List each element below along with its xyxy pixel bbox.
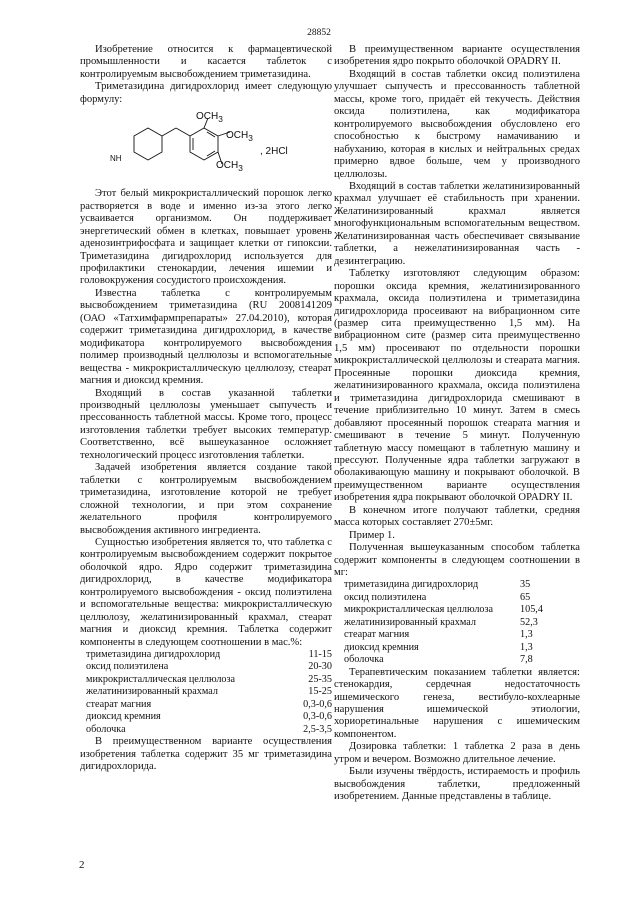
component-amount: 1,3 — [520, 641, 533, 653]
table-row — [80, 649, 332, 661]
component-amount: 65 — [520, 591, 531, 603]
component-amount: 20-30 — [308, 661, 332, 673]
table-row — [80, 686, 332, 698]
nh-label: NH — [110, 154, 122, 164]
composition-table-mg — [334, 579, 580, 666]
table-row — [80, 724, 332, 736]
component-name: диоксид кремния — [86, 711, 161, 723]
chemical-formula — [80, 108, 332, 186]
paragraph: Входящий в состав таблетки оксид полиэтилена улучшает сыпучесть и прессованность таблетной массы, кроме того, придаёт ей текучесть. Действия оксида полиэтилена, как модификатора контролируемого высвобождения обусловлено его способностью к быстрому намачиванию и набуханию, которая в кислых и нейтральных средах примерно вдвое больше, чем у производного целлюлозы. — [334, 68, 580, 180]
table-row — [334, 617, 580, 629]
table-row — [334, 629, 580, 641]
composition-table-percent — [80, 649, 332, 736]
component-amount: 11-15 — [308, 649, 332, 661]
component-name: стеарат магния — [86, 698, 152, 710]
table-row — [334, 592, 580, 604]
right-column — [334, 44, 580, 804]
paragraph: Входящий в состав таблетки желатинизированный крахмал улучшает её стабильность при хранении. Желатинизированный крахмал является многофункциональным вспомогательным веществом. Желатинизированная часть обеспечивает связывание таблетки, а нежелатинизированная часть - дезинтеграцию. — [334, 180, 580, 267]
paragraph: Известна таблетка с контролируемым высвобождением триметазидина (RU 2008141209 (ОАО «Татхимфармпрепараты» 27.04.2010), которая содержит триметазидина дигидрохлорид, в качестве модификатора контролируемого высвобождения полимер производный целлюлозы и вспомогательные вещества - микрокристаллическую целлюлозу, стеарат магния и диоксид кремния. — [80, 287, 332, 387]
table-row — [334, 604, 580, 616]
table-row — [334, 654, 580, 666]
paragraph: Были изучены твёрдость, истираемость и профиль высвобождения таблетки, предложенный изобретением. Данные представлены в таблице. — [334, 766, 580, 803]
component-amount: 15-25 — [308, 686, 332, 698]
component-name: оксид полиэтилена — [344, 591, 427, 603]
paragraph: В преимущественном варианте осуществления изобретения таблетка содержит 35 мг триметазидина дигидрохлорида. — [80, 736, 332, 773]
component-name: стеарат магния — [344, 629, 410, 641]
component-amount: 2,5-3,5 — [303, 723, 332, 735]
table-row — [334, 579, 580, 591]
component-name: оксид полиэтилена — [86, 661, 169, 673]
paragraph: Таблетку изготовляют следующим образом: порошки оксида кремния, желатинизированного крахмала, оксида полиэтилена и триметазидина дигидрохлорида просеивают на вибрационном сите (размер сита преимущественно 1,5 мм). На вибрационном сите (размер сита преимущественно 1,5 мм) просеивают по отдельности порошки микрокристаллической целлюлозы и стеарата магния. Просеянные порошки диоксида кремния, желатинизированного крахмала, оксида полиэтилена и триметазидина дигидрохлорида смешивают в течение приблизительно 10 минут. Затем в смесь добавляют просеянный порошок стеарата магния и смешивают в течение 5 минут. Полученную таблетную массу помещают в таблетную машину и прессуют. Полученные ядра таблетки загружают в оболакивающую машину и покрывают оболочкой. В преимущественном варианте осуществления изобретения ядра покрывают оболочкой OPADRY II. — [334, 268, 580, 504]
component-name: диоксид кремния — [344, 641, 419, 653]
och3-label: $OCH_3$ — [196, 111, 223, 125]
component-amount: 1,3 — [520, 629, 533, 641]
paragraph: Входящий в состав указанной таблетки производный целлюлозы уменьшает сыпучесть и прессованность таблетной массы. Кроме того, процесс изготовления таблетки требует высоких температур. Соответственно, всё вышеуказанное осложняет технологический процесс изготовления таблетки. — [80, 387, 332, 461]
table-row — [334, 642, 580, 654]
component-name: микрокристаллическая целлюлоза — [86, 673, 236, 685]
page-number-bottom: 2 — [79, 859, 85, 871]
paragraph: Этот белый микрокристаллический порошок легко растворяется в воде и именно из-за этого легко усваивается организмом. Он поддерживает энергетический обмен в клетках, повышает уровень аденозинтрифосфата и защищает клетки от гипоксии. Триметазидина дигидрохлорид используется для профилактики стенокардии, лечения ишемии и головокружения сосудистого происхождения. — [80, 188, 332, 287]
salt-label: , 2HCl — [260, 146, 288, 158]
table-row — [80, 699, 332, 711]
component-amount: 0,3-0,6 — [303, 698, 332, 710]
table-row — [80, 674, 332, 686]
paragraph: В преимущественном варианте осуществления изобретения ядро покрыто оболочкой OPADRY II. — [334, 44, 580, 68]
component-amount: 52,3 — [520, 616, 538, 628]
paragraph: Триметазидина дигидрохлорид имеет следующую формулу: — [80, 81, 332, 105]
left-column — [80, 44, 332, 774]
page-number-top: 28852 — [307, 28, 331, 38]
component-amount: 25-35 — [308, 673, 332, 685]
paragraph: Полученная вышеуказанным способом таблетка содержит компоненты в следующем соотношении в мг: — [334, 542, 580, 579]
och3-label: $OCH_3$ — [226, 130, 253, 144]
component-name: триметазидина дигидрохлорид — [86, 649, 221, 661]
component-name: микрокристаллическая целлюлоза — [344, 604, 494, 616]
component-name: оболочка — [344, 654, 384, 666]
table-row — [80, 661, 332, 673]
component-name: триметазидина дигидрохлорид — [344, 579, 479, 591]
component-amount: 105,4 — [520, 604, 543, 616]
paragraph: Терапевтическим показанием таблетки является: стенокардия, сердечная недостаточность ишемического генеза, вестибуло-кохлеарные нарушения ишемической этиологии, хориоретинальные нарушения с ишемическим компонентом. — [334, 666, 580, 740]
component-name: желатинизированный крахмал — [344, 616, 476, 628]
component-amount: 7,8 — [520, 654, 533, 666]
och3-label: $OCH_3$ — [216, 160, 243, 174]
paragraph: Изобретение относится к фармацевтической промышленности и касается таблеток с контролируемым высвобождением триметазидина. — [80, 44, 332, 80]
component-amount: 35 — [520, 579, 531, 591]
component-name: оболочка — [86, 723, 126, 735]
paragraph: Дозировка таблетки: 1 таблетка 2 раза в день утром и вечером. Возможно длительное лечение. — [334, 741, 580, 765]
example-heading: Пример 1. — [349, 529, 395, 541]
table-row — [80, 711, 332, 723]
paragraph: Сущностью изобретения является то, что таблетка с контролируемым высвобождением содержит покрытое оболочкой ядро. Ядро содержит триметазидина дигидрохлорид, в качестве модификатора контролируемого высвобождения - оксид полиэтилена и вспомогательные вещества: микрокристаллическую целлюлозу, желатинизированный крахмал, стеарат магния и диоксид кремния. Таблетка содержит компоненты в следующем соотношении в мас.%: — [80, 536, 332, 648]
paragraph: В конечном итоге получают таблетки, средняя масса которых составляет 270±5мг. — [334, 504, 580, 529]
component-amount: 0,3-0,6 — [303, 711, 332, 723]
paragraph: Задачей изобретения является создание такой таблетки с контролируемым высвобождением триметазидина, изготовление которой не требует сложной технологии, и при этом сохранение желательного профиля контролируемого высвобождения активного ингредиента. — [80, 462, 332, 536]
component-name: желатинизированный крахмал — [86, 686, 218, 698]
